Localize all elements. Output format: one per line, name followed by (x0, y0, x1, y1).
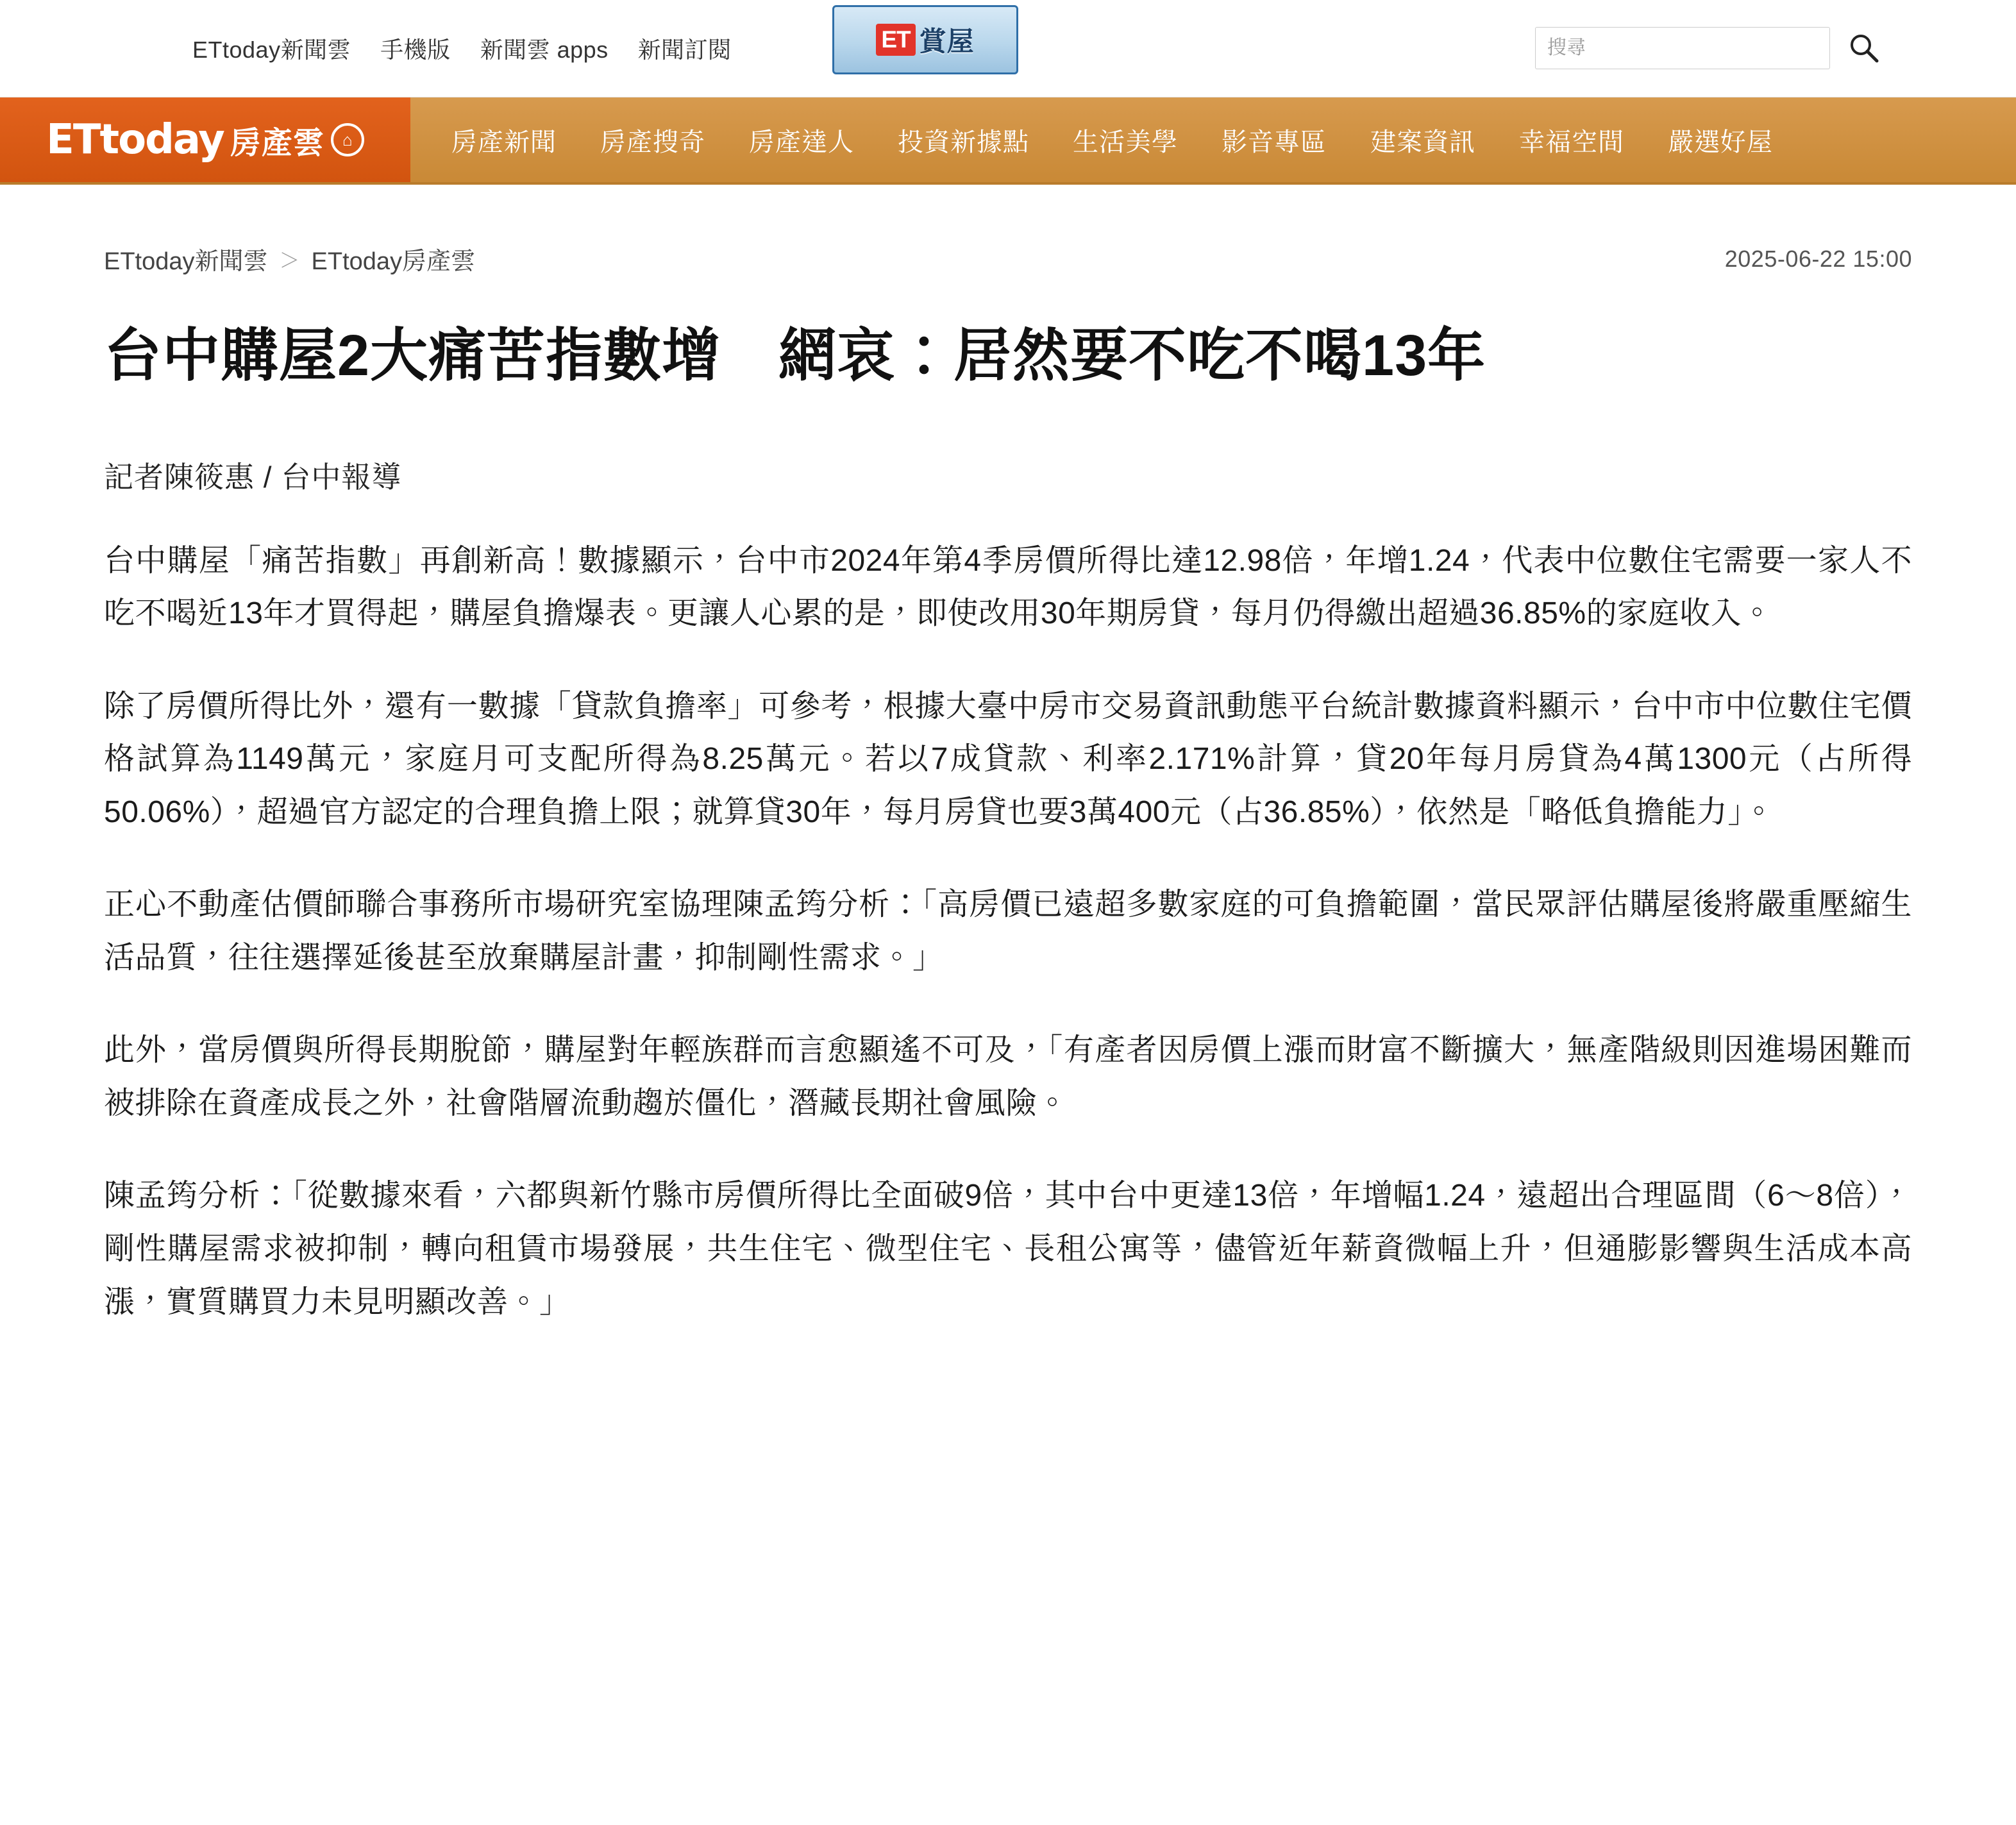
nav-item-property-news[interactable]: 房產新聞 (451, 128, 557, 156)
page-title: 台中購屋2大痛苦指數增 網哀：居然要不吃不喝13年 (104, 324, 1486, 388)
et-house-tour-logo[interactable] (832, 5, 1018, 74)
nav-item-project-info[interactable]: 建案資訊 (1370, 128, 1475, 156)
brand-name-zh: 房產雲 (230, 126, 324, 160)
top-link-subscribe[interactable]: 新聞訂閱 (637, 37, 732, 63)
nav-item-investment-spots[interactable]: 投資新據點 (898, 128, 1029, 156)
logo-badge-right-text: 賞屋 (919, 26, 975, 56)
article-byline: 記者陳筱惠 / 台中報導 (104, 460, 402, 494)
article-meta-row (104, 185, 1912, 283)
site-logo[interactable] (0, 97, 410, 182)
nav-item-life-aesthetics[interactable]: 生活美學 (1073, 128, 1178, 156)
article-paragraph: 台中購屋「痛苦指數」再創新高！數據顯示，台中市2024年第4季房價所得比達12.98倍，年增1.24，代表中位數住宅需要一家人不吃不喝近13年才買得起，購屋負擔爆表。更讓人心累的是，即使改用30年期房貸，每月仍得繳出超過36.85%的家庭收入。 (104, 543, 1912, 631)
article-container (53, 185, 1963, 1329)
search-area (1535, 27, 1881, 69)
top-link-mobile[interactable]: 手機版 (380, 37, 451, 63)
nav-item-property-curious[interactable]: 房產搜奇 (600, 128, 705, 156)
article-paragraph: 除了房價所得比外，還有一數據「貸款負擔率」可參考，根據大臺中房市交易資訊動態平台統計數據資料顯示，台中市中位數住宅價格試算為1149萬元，家庭月可支配所得為8.25萬元。若以7成貸款、利率2.171%計算，貸20年每月房貸為4萬1300元（占所得50.06%），超過官方認定的合理負擔上限；就算貸30年，每月房貸也要3萬400元（占36.85%），依然是「略低負擔能力」。 (104, 689, 1912, 829)
breadcrumb-item-house-cloud[interactable]: ETtoday房產雲 (311, 248, 476, 275)
top-utility-bar (0, 0, 2016, 97)
nav-item-video-zone[interactable]: 影音專區 (1222, 128, 1327, 156)
nav-links (410, 97, 2016, 182)
top-link-apps[interactable]: 新聞雲 apps (480, 37, 609, 63)
breadcrumb-item-ettoday[interactable]: ETtoday新聞雲 (104, 248, 268, 275)
nav-item-selected-homes[interactable]: 嚴選好屋 (1668, 128, 1773, 156)
article-timestamp: 2025-06-22 15:00 (1724, 245, 1912, 272)
nav-item-happy-space[interactable]: 幸福空間 (1519, 128, 1624, 156)
search-icon (1845, 30, 1881, 66)
top-links (192, 32, 732, 65)
search-button[interactable] (1845, 30, 1881, 66)
logo-badge-left-text: ET (876, 24, 915, 56)
brand-name-en: ETtoday (46, 116, 224, 164)
main-navigation-bar (0, 97, 2016, 185)
breadcrumb (104, 241, 475, 276)
house-circle-icon: ⌂ (331, 123, 364, 156)
breadcrumb-separator-icon: ＞ (279, 248, 300, 272)
article-paragraph: 此外，當房價與所得長期脫節，購屋對年輕族群而言愈顯遙不可及，「有產者因房價上漲而財富不斷擴大，無產階級則因進場困難而被排除在資產成長之外，社會階層流動趨於僵化，潛藏長期社會風險。 (104, 1033, 1912, 1120)
article-paragraph: 陳孟筠分析：「從數據來看，六都與新竹縣市房價所得比全面破9倍，其中台中更達13倍，年增幅1.24，遠超出合理區間（6～8倍），剛性購屋需求被抑制，轉向租賃市場發展，共生住宅、微型住宅、長租公寓等，儘管近年薪資微幅上升，但通膨影響與生活成本高漲，實質購買力未見明顯改善。」 (104, 1179, 1912, 1319)
top-link-ettoday-news[interactable]: ETtoday新聞雲 (192, 37, 351, 63)
search-input[interactable] (1535, 27, 1830, 69)
nav-item-property-expert[interactable]: 房產達人 (749, 128, 854, 156)
article-paragraph: 正心不動產估價師聯合事務所市場研究室協理陳孟筠分析：「高房價已遠超多數家庭的可負擔範圍，當民眾評估購屋後將嚴重壓縮生活品質，往往選擇延後甚至放棄購屋計畫，抑制剛性需求。」 (104, 887, 1912, 975)
article-body (104, 535, 1912, 1329)
